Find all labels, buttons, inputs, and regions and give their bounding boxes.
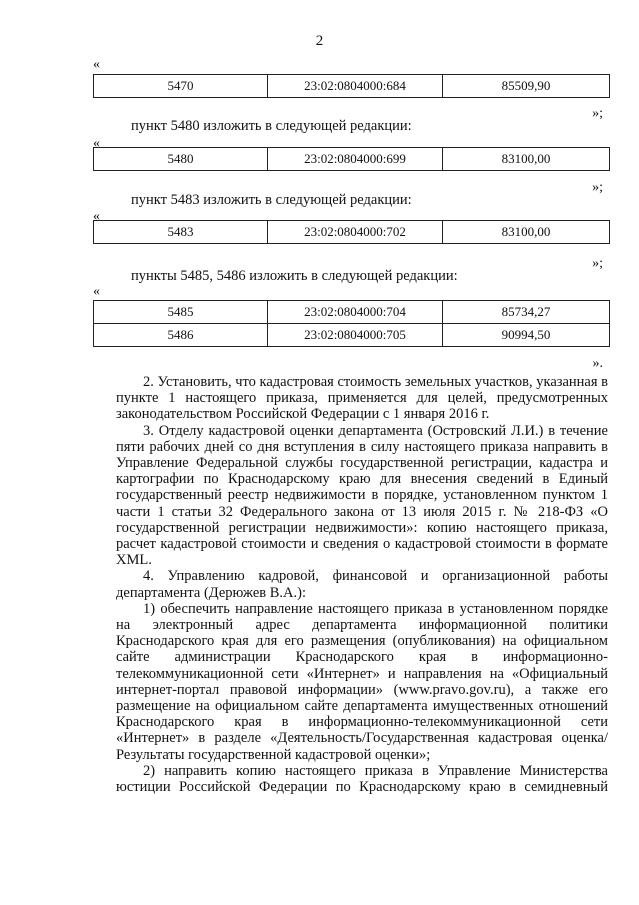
cadastral-table	[93, 74, 610, 98]
table-cell-number: 5486	[94, 324, 268, 347]
close-quote: »;	[592, 180, 603, 195]
table-cell-cadastral-id: 23:02:0804000:704	[268, 301, 443, 324]
table-row	[94, 148, 610, 171]
table-row	[94, 221, 610, 244]
table-row	[94, 301, 610, 324]
paragraph: 3. Отделу кадастровой оценки департамента (Островский Л.И.) в течение пяти рабочих дней со дня вступления в силу настоящего приказа направить в Управление Федеральной службы государственной регистрации, кадастра и картографии по Краснодарскому краю для внесения сведений в Единый государственный реестр недвижимости в порядке, установленном пунктом 1 части 1 статьи 32 Федерального закона от 13 июля 2015 г. № 218-ФЗ «О государственной регистрации недвижимости»: копию настоящего приказа, расчет кадастровой стоимости и сведения о кадастровой стоимости в формате XML.	[116, 422, 608, 569]
cadastral-table	[93, 220, 610, 244]
table-row	[94, 324, 610, 347]
close-quote: »;	[592, 256, 603, 271]
paragraph: 2) направить копию настоящего приказа в Управление Министерства юстиции Российской Федерации по Краснодарскому краю в семидневный	[116, 762, 608, 796]
amendment-intro: пункт 5483 изложить в следующей редакции:	[131, 192, 412, 208]
table-cell-value: 83100,00	[443, 221, 610, 244]
table-cell-value: 85734,27	[443, 301, 610, 324]
table-cell-value: 83100,00	[443, 148, 610, 171]
table-cell-value: 85509,90	[443, 75, 610, 98]
open-quote: «	[93, 284, 100, 299]
table-cell-cadastral-id: 23:02:0804000:699	[268, 148, 443, 171]
cadastral-table	[93, 147, 610, 171]
open-quote: «	[93, 136, 100, 151]
paragraph: 1) обеспечить направление настоящего приказа в установленном порядке на электронный адрес департамента информационной политики Краснодарского края для его размещения (опубликования) на официальном сайте администрации Краснодарского края в информационно-телекоммуникационной сети «Интернет» и направления на «Официальный интернет-портал правовой информации» (www.pravo.gov.ru), а также его размещение на официальном сайте департамента имущественных отношений Краснодарского края в информационно-телекоммуникационной сети «Интернет» в разделе «Деятельность/Государственная кадастровая оценка/Результаты государственной кадастровой оценки»;	[116, 600, 608, 763]
body-text	[116, 374, 608, 795]
close-quote: ».	[592, 356, 603, 371]
page-number: 2	[315, 33, 324, 49]
amendment-intro: пункты 5485, 5486 изложить в следующей редакции:	[131, 268, 458, 284]
table-cell-cadastral-id: 23:02:0804000:684	[268, 75, 443, 98]
amendment-intro: пункт 5480 изложить в следующей редакции:	[131, 118, 412, 134]
open-quote: «	[93, 209, 100, 224]
table-cell-cadastral-id: 23:02:0804000:705	[268, 324, 443, 347]
table-cell-number: 5485	[94, 301, 268, 324]
paragraph: 4. Управлению кадровой, финансовой и организационной работы департамента (Дерюжев В.А.):	[116, 568, 608, 601]
open-quote: «	[93, 57, 100, 72]
table-cell-number: 5480	[94, 148, 268, 171]
cadastral-table	[93, 300, 610, 347]
table-row	[94, 75, 610, 98]
paragraph: 2. Установить, что кадастровая стоимость земельных участков, указанная в пункте 1 настоящего приказа, применяется для целей, предусмотренных законодательством Российской Федерации с 1 января 2016 г.	[116, 374, 609, 423]
table-cell-value: 90994,50	[443, 324, 610, 347]
close-quote: »;	[592, 106, 603, 121]
table-cell-number: 5483	[94, 221, 268, 244]
table-cell-number: 5470	[94, 75, 268, 98]
table-cell-cadastral-id: 23:02:0804000:702	[268, 221, 443, 244]
